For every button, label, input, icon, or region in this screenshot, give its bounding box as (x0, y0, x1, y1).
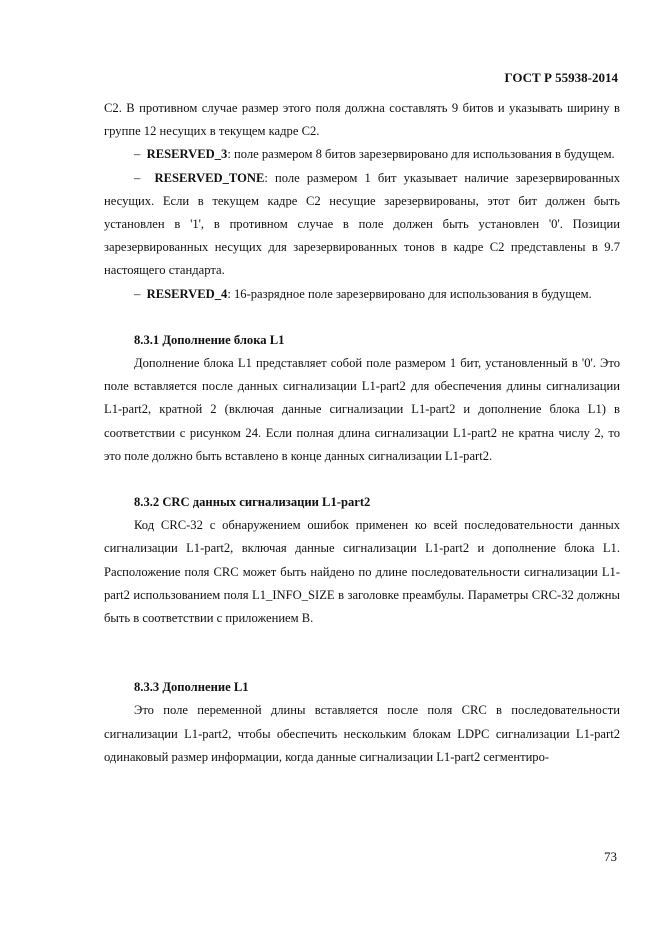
list-item-reserved-4 (104, 283, 620, 306)
field-description: : поле размером 1 бит указывает наличие зарезервированных несущих. Если в текущем кадре С2 несущие зарезервированы, этот бит должен быть установлен в '1', в противном случае в поле должен быть установлен '0'. Позиции зарезервированных несущих для зарезервированных тонов в кадре С2 представлены в 9.7 настоящего стандарта. (104, 170, 620, 278)
section-paragraph-8-3-1: Дополнение блока L1 представляет собой поле размером 1 бит, установленный в '0'. Это поле вставляется после данных сигнализации L1-part2 для обеспечения длины сигнализации L1-part2, кратной 2 (включая данные сигнализации L1-part2 и дополнение блока L1) в соответствии с рисунком 24. Если полная длина сигнализации L1-part2 не кратна числу 2, то это поле должно быть вставлено в конце данных сигнализации L1-part2. (104, 356, 620, 463)
section-heading-8-3-1: 8.3.1 Дополнение блока L1 (134, 332, 285, 347)
list-dash: – (134, 147, 141, 162)
standard-header: ГОСТ Р 55938-2014 (504, 70, 618, 85)
list-item-reserved-3 (104, 143, 620, 166)
page-number: 73 (604, 849, 617, 864)
list-item-reserved-tone (104, 167, 620, 283)
paragraph-continuation: С2. В противном случае размер этого поля должна составлять 9 битов и указывать ширину в группе 12 несущих в текущем кадре С2. (104, 101, 620, 139)
list-dash: – (134, 170, 141, 185)
section-paragraph-8-3-2: Код CRC-32 с обнаружением ошибок применен ко всей последовательности данных сигнализации L1-part2, включая данные сигнализации L1-part2 и дополнение блока L1. Расположение поля CRC может быть найдено по длине последовательности сигнализации L1-part2 использованием поля L1_INFO_SIZE в заголовке преамбулы. Параметры CRC-32 должны быть в соответствии с приложением В. (104, 518, 620, 626)
section-heading-8-3-2: 8.3.2 CRC данных сигнализации L1-part2 (134, 495, 371, 510)
field-term: RESERVED_TONE (154, 170, 265, 185)
field-description: : 16-разрядное поле зарезервировано для использования в будущем. (227, 286, 592, 301)
document-body (104, 97, 620, 769)
field-description: : поле размером 8 битов зарезервировано для использования в будущем. (227, 147, 615, 162)
field-term: RESERVED_4 (146, 286, 228, 301)
list-dash: – (134, 286, 141, 301)
section-paragraph-8-3-3: Это поле переменной длины вставляется после поля CRC в последовательности сигнализации L1-part2, чтобы обеспечить нескольким блокам LDPC сигнализации L1-part2 одинаковый размер информации, когда данные сигнализации L1-part2 сегментиро- (104, 703, 620, 764)
field-term: RESERVED_3 (146, 147, 228, 162)
section-heading-8-3-3: 8.3.3 Дополнение L1 (134, 680, 249, 695)
